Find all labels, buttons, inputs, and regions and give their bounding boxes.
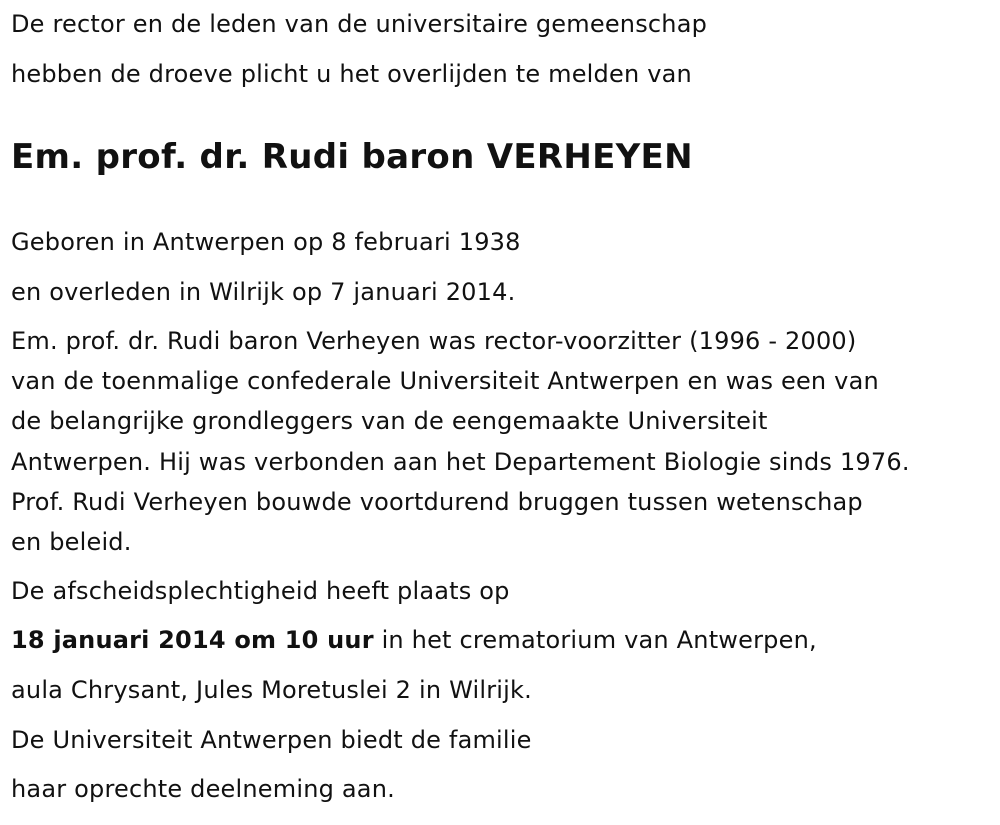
ceremony-date-time: 18 januari 2014 om 10 uur bbox=[11, 626, 374, 654]
biography-line: Em. prof. dr. Rudi baron Verheyen was rector-voorzitter (1996 - 2000) bbox=[11, 327, 857, 355]
biography-paragraph bbox=[11, 321, 986, 562]
biography-line: Antwerpen. Hij was verbonden aan het Departement Biologie sinds 1976. bbox=[11, 447, 910, 476]
biography-line: de belangrijke grondleggers van de eengemaakte Universiteit bbox=[11, 407, 768, 436]
death-line: en overleden in Wilrijk op 7 januari 2014. bbox=[11, 278, 516, 306]
biography-line: Prof. Rudi Verheyen bouwde voortdurend bruggen tussen wetenschap bbox=[11, 487, 863, 516]
closing-line-1: De Universiteit Antwerpen biedt de familie bbox=[11, 726, 532, 754]
biography-line: van de toenmalige confederale Universiteit Antwerpen en was een van bbox=[11, 367, 879, 396]
ceremony-address: aula Chrysant, Jules Moretuslei 2 in Wilrijk. bbox=[11, 676, 532, 704]
ceremony-date-line bbox=[11, 620, 817, 660]
intro-line-2: hebben de droeve plicht u het overlijden te melden van bbox=[11, 60, 692, 88]
closing-line-2: haar oprechte deelneming aan. bbox=[11, 775, 395, 803]
biography-line: en beleid. bbox=[11, 528, 132, 557]
deceased-name-heading: Em. prof. dr. Rudi baron VERHEYEN bbox=[11, 137, 693, 177]
ceremony-intro: De afscheidsplechtigheid heeft plaats op bbox=[11, 577, 510, 605]
ceremony-place: in het crematorium van Antwerpen, bbox=[373, 626, 817, 654]
intro-line-1: De rector en de leden van de universitaire gemeenschap bbox=[11, 10, 708, 38]
birth-line: Geboren in Antwerpen op 8 februari 1938 bbox=[11, 228, 521, 256]
